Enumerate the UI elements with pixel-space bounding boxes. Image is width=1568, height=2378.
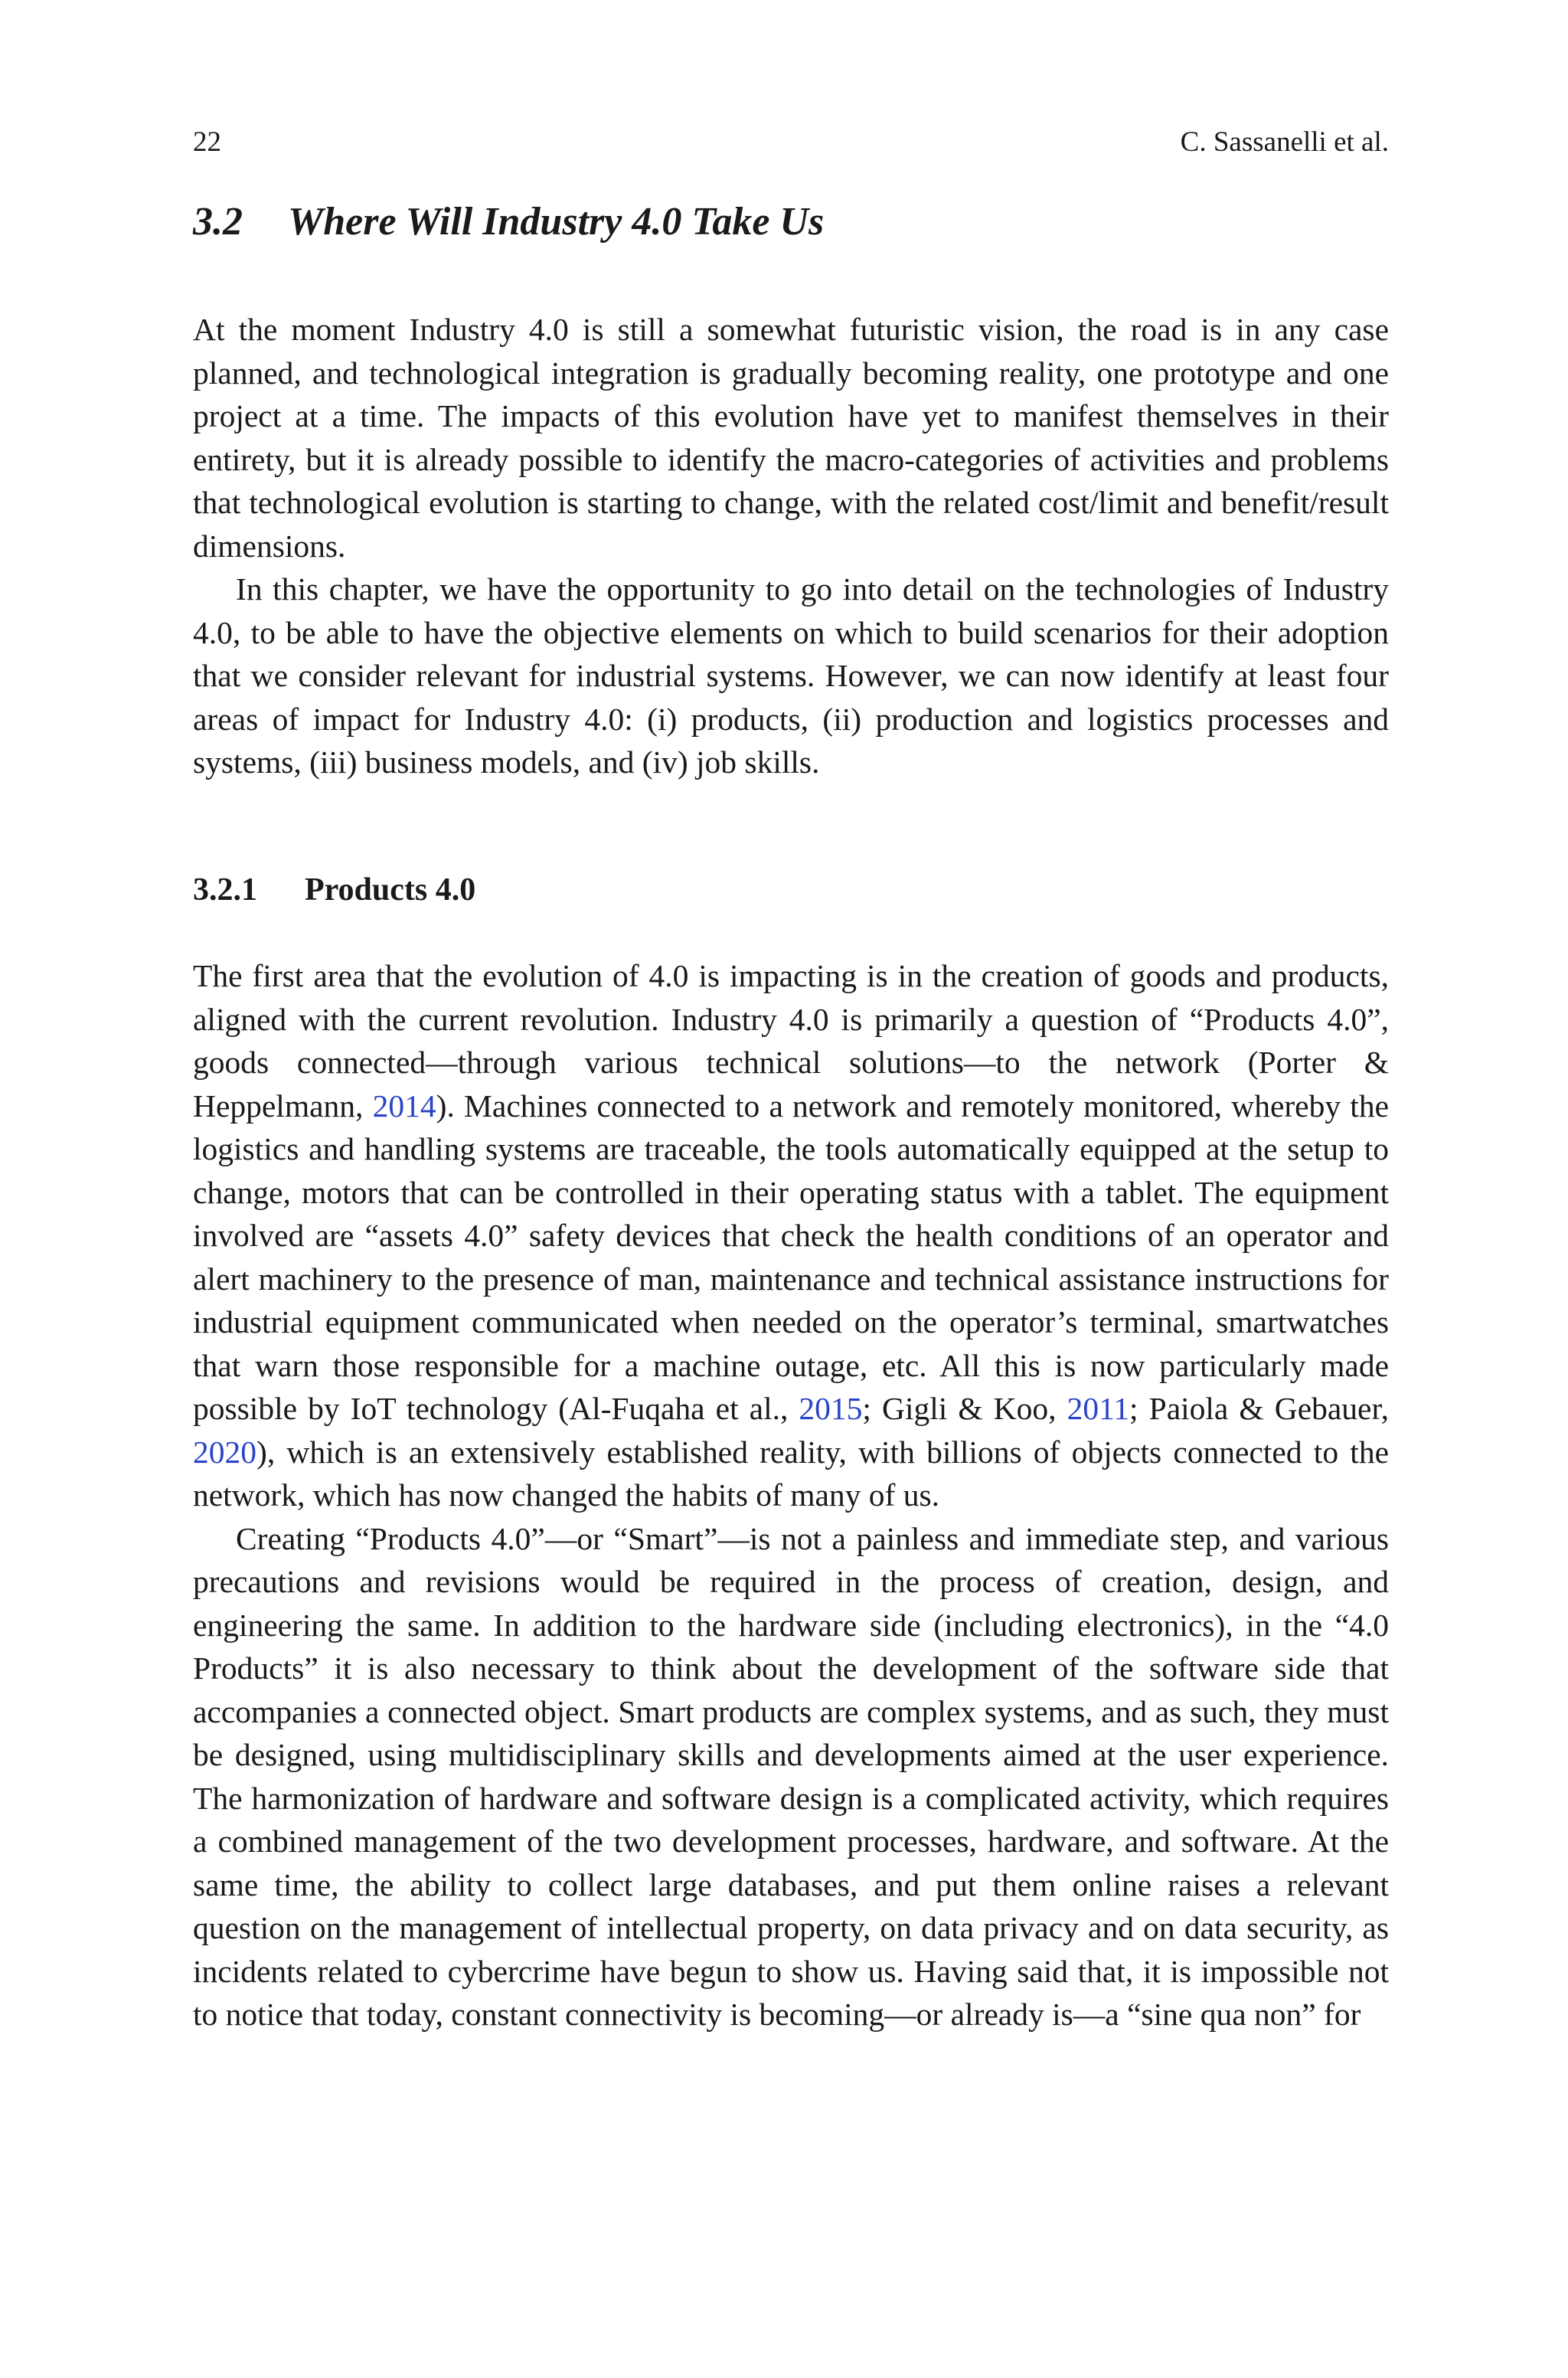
section-number: 3.2 [193,200,243,244]
citation-link-porter-heppelmann[interactable]: 2014 [372,1088,436,1124]
page-number: 22 [193,126,221,158]
subsection-number: 3.2.1 [193,872,257,908]
paragraph-text: ). Machines connected to a network and remotely monitored, whereby the logistics and handling systems are traceable, the tools automatically equipped at the setup to change, motors that can be controlled in their operating status with a tablet. The equipment involved are “assets 4.0” safety devices that check the health conditions of an operator and alert machinery to the presence of man, maintenance and technical assistance instructions for industrial equipment communicated when needed on the operator’s terminal, smartwatches that warn those responsible for a machine outage, etc. All this is now particularly made possible by IoT technology (Al-Fuqaha et al., [193,1088,1389,1426]
section-title: Where Will Industry 4.0 Take Us [288,200,825,244]
subsection-heading [193,868,475,911]
section-body [193,308,1389,784]
paragraph-text: The first area that the evolution of 4.0 is impacting is in the creation of goods and products, aligned with the current revolution. Industry 4.0 is primarily a question of “Products 4.0”, goods connected—through various technical solutions—to the network (Porter & Heppelmann, [193,958,1389,1124]
paragraph-text: ), which is an extensively established reality, with billions of objects connected to the network, which has now changed the habits of many of us. [193,1434,1389,1513]
running-head-authors: C. Sassanelli et al. [1180,126,1389,158]
paragraph-text: ; Paiola & Gebauer, [1129,1391,1389,1426]
paragraph-products-4-0 [193,954,1389,1517]
paragraph-smart-products: Creating “Products 4.0”—or “Smart”—is not a painless and immediate step, and various precautions and revisions would be required in the process of creation, design, and engineering the same. In addition to the hardware side (including electronics), in the “4.0 Products” it is also necessary to think about the development of the software side that accompanies a connected object. Smart products are complex systems, and as such, they must be designed, using multidisciplinary skills and developments aimed at the user experience. The harmonization of hardware and software design is a complicated activity, which requires a combined management of the two development processes, hardware, and software. At the same time, the ability to collect large databases, and put them online raises a relevant question on the management of intellectual property, on data privacy and on data security, as incidents related to cybercrime have begun to show us. Having said that, it is impossible not to notice that today, constant connectivity is becoming—or already is—a “sine qua non” for [193,1520,1389,2032]
citation-link-gigli-koo[interactable]: 2011 [1067,1391,1130,1426]
paragraph-text: ; Gigli & Koo, [862,1391,1067,1426]
section-heading [193,198,824,247]
subsection-title: Products 4.0 [305,872,476,908]
subsection-body [193,954,1389,2036]
paragraph-impact-areas: In this chapter, we have the opportunity to go into detail on the technologies of Industry 4.0, to be able to have the objective elements on which to build scenarios for their adoption that we consider relevant for industrial systems. However, we can now identify at least four areas of impact for Industry 4.0: (i) products, (ii) production and logistics processes and systems, (iii) business models, and (iv) job skills. [193,571,1389,780]
citation-link-al-fuqaha[interactable]: 2015 [799,1391,863,1426]
citation-link-paiola-gebauer[interactable]: 2020 [193,1434,256,1470]
paragraph-intro: At the moment Industry 4.0 is still a somewhat futuristic vision, the road is in any case planned, and technological integration is gradually becoming reality, one prototype and one project at a time. The impacts of this evolution have yet to manifest themselves in their entirety, but it is already possible to identify the macro-categories of activities and problems that technological evolution is starting to change, with the related cost/limit and benefit/result dimensions. [193,312,1389,564]
